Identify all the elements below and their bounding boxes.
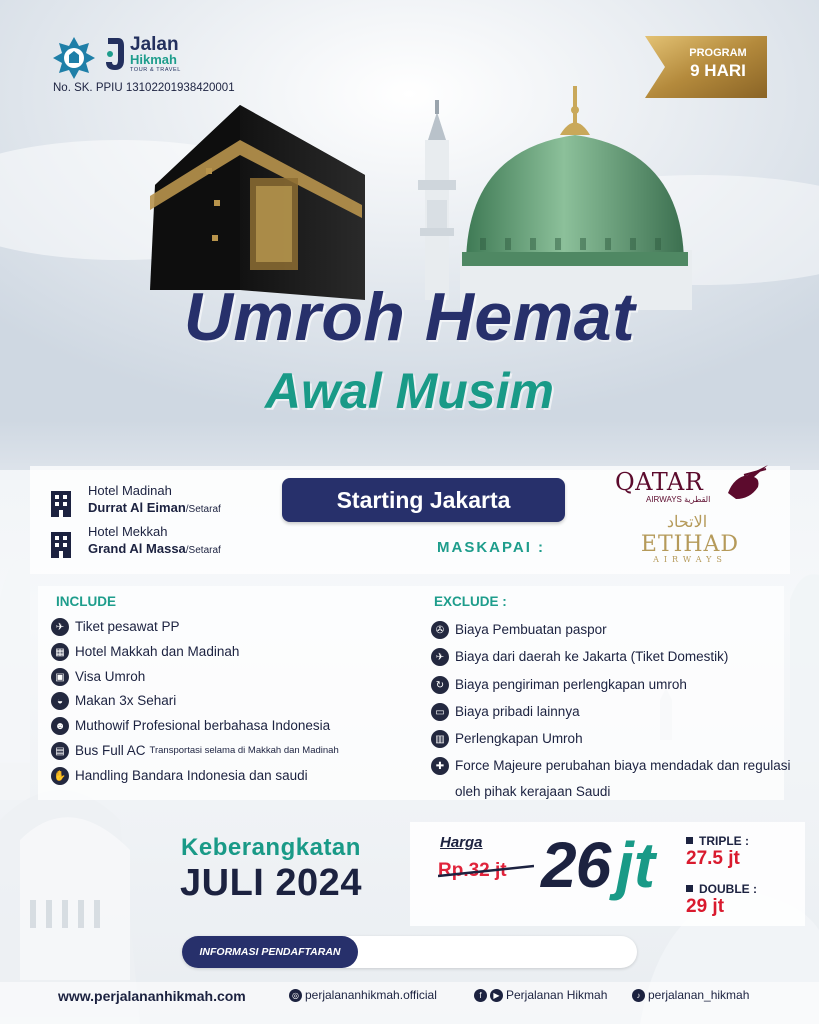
- building-icon: [48, 530, 74, 558]
- include-item: ☻ Muthowif Profesional berbahasa Indonesia: [51, 718, 330, 735]
- hotel-name: Durrat Al Eiman/Setaraf: [88, 500, 221, 515]
- exclude-item: ✇ Biaya Pembuatan paspor: [431, 622, 607, 639]
- building-icon: [48, 489, 74, 517]
- website-link[interactable]: www.perjalananhikmah.com: [58, 988, 246, 1004]
- brand-logo: [104, 34, 200, 80]
- hotel-name: Grand Al Massa/Setaraf: [88, 541, 221, 556]
- etihad-logo: [628, 512, 752, 566]
- exclude-item: ↻ Biaya pengiriman perlengkapan umroh: [431, 677, 687, 694]
- include-item: ✋ Handling Bandara Indonesia dan saudi: [51, 768, 308, 785]
- tiktok-icon: ♪: [632, 989, 645, 1002]
- exclude-heading: EXCLUDE :: [434, 594, 507, 609]
- etihad-arabic: الاتحاد: [666, 512, 708, 531]
- hotel-type: Hotel Mekkah: [88, 524, 168, 539]
- star-logo-icon: [52, 36, 96, 80]
- include-item: ✈ Tiket pesawat PP: [51, 619, 180, 636]
- price-label: Harga: [440, 834, 483, 851]
- triple-label: TRIPLE :: [686, 834, 749, 848]
- hotel-mekkah: [48, 524, 268, 564]
- new-price-number: 26: [541, 829, 611, 901]
- triple-price: 27.5 jt: [686, 848, 740, 869]
- hotel-icon: ▦: [51, 643, 69, 661]
- passport-icon: ▣: [51, 668, 69, 686]
- youtube-icon: ▶: [490, 989, 503, 1002]
- exclude-item: ✚ Force Majeure perubahan biaya mendadak dan regulasi oleh pihak kerajaan Saudi: [431, 758, 795, 805]
- hotel-type: Hotel Madinah: [88, 483, 172, 498]
- departure-label: Keberangkatan: [181, 834, 361, 861]
- include-item: ▣ Visa Umroh: [51, 669, 145, 686]
- instagram-icon: ◎: [289, 989, 302, 1002]
- exclude-item: ▥ Perlengkapan Umroh: [431, 731, 583, 748]
- brand-tagline: TOUR & TRAVEL: [130, 67, 181, 73]
- qatar-name: QATAR: [615, 468, 704, 496]
- double-label: DOUBLE :: [686, 882, 757, 896]
- food-icon: ◒: [51, 692, 69, 710]
- guide-icon: ☻: [51, 717, 69, 735]
- etihad-sub: AIRWAYS: [653, 555, 727, 564]
- starting-city-badge: Starting Jakarta: [282, 478, 565, 522]
- plane-icon: ✈: [51, 618, 69, 636]
- facebook-youtube-link[interactable]: f ▶ Perjalanan Hikmah: [474, 988, 607, 1002]
- main-title: Umroh Hemat: [183, 279, 636, 355]
- program-label: PROGRAM: [689, 47, 747, 59]
- license-number: No. SK. PPIU 13102201938420001: [53, 82, 235, 94]
- departure-date: JULI 2024: [180, 862, 362, 904]
- sub-title: Awal Musim: [265, 363, 554, 419]
- equipment-icon: ▥: [431, 730, 449, 748]
- old-price: Rp.32 jt: [438, 860, 507, 881]
- registration-info-label: INFORMASI PENDAFTARAN: [182, 936, 358, 968]
- exclude-item: ✈ Biaya dari daerah ke Jakarta (Tiket Domestik): [431, 649, 728, 666]
- brand-name-line1: Jalan: [130, 34, 179, 55]
- qatar-sub: AIRWAYS القطرية: [646, 495, 711, 504]
- new-price-unit: jt: [616, 829, 656, 901]
- double-price: 29 jt: [686, 896, 725, 917]
- brand-name-line2: Hikmah: [130, 52, 177, 67]
- oryx-icon: [724, 463, 770, 503]
- passport-fee-icon: ✇: [431, 621, 449, 639]
- instagram-link[interactable]: ◎ perjalananhikmah.official: [289, 988, 437, 1002]
- include-item: ◒ Makan 3x Sehari: [51, 693, 176, 710]
- airline-label: MASKAPAI :: [437, 539, 546, 556]
- tiktok-link[interactable]: ♪ perjalanan_hikmah: [632, 988, 749, 1002]
- strikethrough-line: [438, 864, 534, 878]
- wallet-icon: ▭: [431, 703, 449, 721]
- bus-icon: ▤: [51, 742, 69, 760]
- shipping-icon: ↻: [431, 676, 449, 694]
- program-duration: 9 HARI: [690, 61, 746, 80]
- facebook-icon: f: [474, 989, 487, 1002]
- brand-mark-icon: [104, 36, 126, 72]
- handling-icon: ✋: [51, 767, 69, 785]
- include-item: ▦ Hotel Makkah dan Madinah: [51, 644, 239, 661]
- qatar-airways-logo: [612, 463, 768, 507]
- domestic-ticket-icon: ✈: [431, 648, 449, 666]
- include-item: ▤ Bus Full AC Transportasi selama di Makkah dan Madinah: [51, 743, 339, 760]
- exclude-item: ▭ Biaya pribadi lainnya: [431, 704, 580, 721]
- etihad-name: ETIHAD: [640, 532, 740, 557]
- include-heading: INCLUDE: [56, 594, 116, 609]
- force-majeure-icon: ✚: [431, 757, 449, 775]
- hotel-madinah: [48, 483, 268, 523]
- program-ribbon: [645, 36, 767, 98]
